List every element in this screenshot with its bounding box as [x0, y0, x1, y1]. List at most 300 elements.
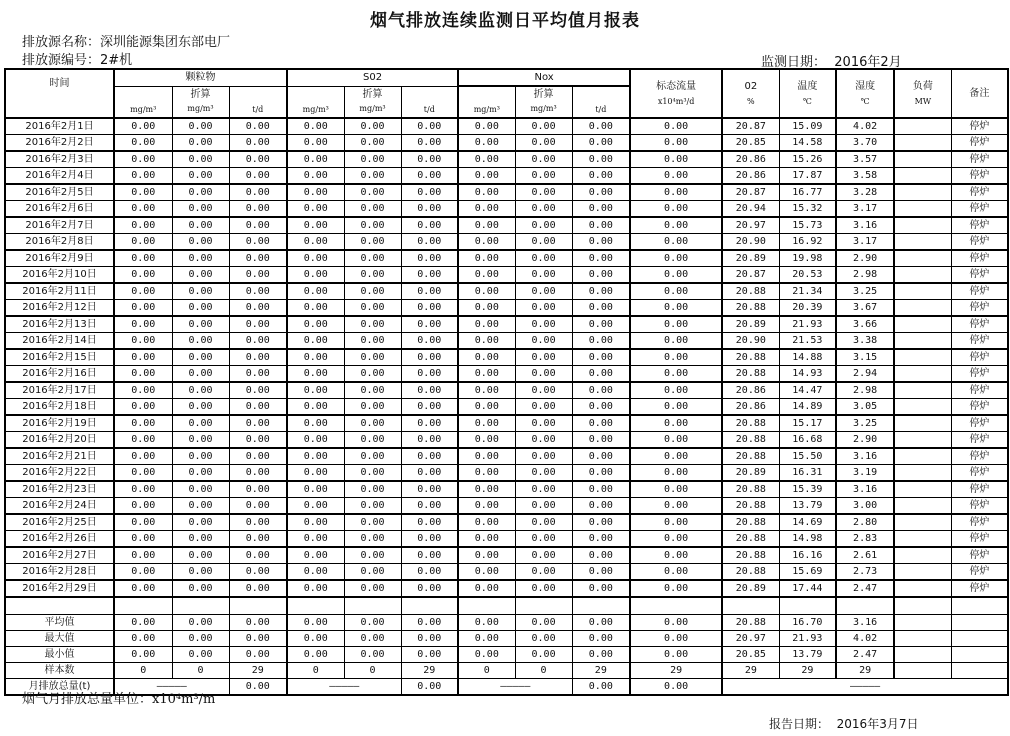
cell-o2: 20.88	[722, 366, 779, 383]
row-label: 2016年2月23日	[5, 481, 114, 498]
cell-humidity: 3.15	[836, 349, 894, 366]
cell-nox_mg: 0.00	[458, 647, 515, 663]
cell-temp: 21.53	[779, 333, 836, 350]
cell-so2_mg: 0.00	[287, 283, 344, 300]
cell-load	[894, 366, 951, 383]
cell-pm_conv: 0.00	[172, 564, 229, 581]
row-label: 2016年2月27日	[5, 547, 114, 564]
cell-pm_td	[229, 597, 287, 615]
cell-so2_td: 0.00	[401, 432, 458, 449]
source-name-label: 排放源名称：	[22, 35, 101, 50]
cell-flow: 0.00	[630, 432, 722, 449]
cell-pm_td: 0.00	[229, 184, 287, 201]
cell-temp: 15.32	[779, 201, 836, 218]
cell-pm_td: 0.00	[229, 316, 287, 333]
table-row	[5, 234, 1008, 251]
cell-flow: 0.00	[630, 631, 722, 647]
cell-so2_td: 0.00	[401, 217, 458, 234]
cell-temp	[779, 597, 836, 615]
cell-nox_mg: 0.00	[458, 514, 515, 531]
cell-pm_td: 0.00	[229, 234, 287, 251]
header-humidity-label: 湿度	[855, 80, 876, 92]
cell-pm_td: 0.00	[229, 564, 287, 581]
cell-pm_td: 0.00	[229, 481, 287, 498]
table-row	[5, 184, 1008, 201]
cell-nox_conv: 0.00	[515, 481, 572, 498]
cell-flow: 0.00	[630, 514, 722, 531]
cell-so2_td: 0.00	[401, 333, 458, 350]
cell-so2_td: 0.00	[401, 151, 458, 168]
row-label: 2016年2月15日	[5, 349, 114, 366]
cell-flow: 0.00	[630, 184, 722, 201]
cell-load	[894, 663, 951, 679]
cell-pm_mg: 0.00	[114, 316, 172, 333]
cell-pm_conv: 0.00	[172, 250, 229, 267]
cell-load	[894, 531, 951, 548]
cell-so2_mg: 0.00	[287, 349, 344, 366]
header-particulate: 颗粒物	[114, 69, 287, 86]
header-o2-label: 02	[744, 80, 758, 92]
cell-pm_mg: 0.00	[114, 564, 172, 581]
cell-pm_conv: 0.00	[172, 349, 229, 366]
cell-so2_td: 0.00	[401, 250, 458, 267]
cell-nox_mg: 0.00	[458, 465, 515, 482]
cell-so2_td: 0.00	[401, 382, 458, 399]
cell-so2_td: 0.00	[401, 481, 458, 498]
cell-so2_conv	[344, 597, 401, 615]
cell-pm_mg: 0.00	[114, 168, 172, 185]
cell-so2_mg: 0.00	[287, 615, 344, 631]
cell-humidity: 3.38	[836, 333, 894, 350]
row-label: 2016年2月8日	[5, 234, 114, 251]
cell-nox_conv	[515, 597, 572, 615]
cell-o2: 20.85	[722, 647, 779, 663]
cell-temp: 14.47	[779, 382, 836, 399]
cell-so2_mg: 0.00	[287, 184, 344, 201]
cell-load	[894, 432, 951, 449]
cell-pm_conv: 0.00	[172, 333, 229, 350]
cell-nox_mg: 0.00	[458, 217, 515, 234]
table-row	[5, 580, 1008, 597]
cell-nox_td: 0.00	[572, 531, 630, 548]
cell-so2_td: 0.00	[401, 283, 458, 300]
cell-nox_conv: 0.00	[515, 316, 572, 333]
cell-remark: 停炉	[951, 498, 1008, 515]
cell-nox_mg: 0.00	[458, 531, 515, 548]
cell-pm_mg: 0.00	[114, 366, 172, 383]
cell-nox_td: 0.00	[572, 201, 630, 218]
cell-nox_mg: 0.00	[458, 234, 515, 251]
cell-so2_mg: 0.00	[287, 217, 344, 234]
cell-humidity: 2.61	[836, 547, 894, 564]
row-label: 2016年2月22日	[5, 465, 114, 482]
header-humidity	[836, 69, 894, 118]
cell-load	[894, 267, 951, 284]
cell-so2_td	[401, 597, 458, 615]
cell-temp: 16.70	[779, 615, 836, 631]
cell-so2_td: 0.00	[401, 647, 458, 663]
cell-load	[894, 415, 951, 432]
monthly-total-rest-dash: —————	[722, 679, 1008, 696]
cell-humidity: 3.57	[836, 151, 894, 168]
row-label: 2016年2月24日	[5, 498, 114, 515]
cell-pm_td: 0.00	[229, 631, 287, 647]
cell-so2_td: 0.00	[401, 514, 458, 531]
cell-so2_td: 0.00	[401, 349, 458, 366]
header-o2-unit: %	[747, 96, 755, 106]
cell-o2: 29	[722, 663, 779, 679]
table-row	[5, 250, 1008, 267]
cell-temp: 14.69	[779, 514, 836, 531]
cell-pm_conv	[172, 597, 229, 615]
cell-load	[894, 250, 951, 267]
cell-flow: 0.00	[630, 647, 722, 663]
row-label: 2016年2月5日	[5, 184, 114, 201]
row-label: 2016年2月18日	[5, 399, 114, 416]
header-remark: 备注	[951, 69, 1008, 118]
cell-nox_conv: 0.00	[515, 151, 572, 168]
cell-temp: 20.39	[779, 300, 836, 317]
cell-nox_mg: 0.00	[458, 333, 515, 350]
header-humidity-unit: ℃	[860, 96, 870, 106]
header-pm-converted: 折算	[190, 88, 211, 100]
cell-pm_conv: 0.00	[172, 514, 229, 531]
cell-nox_conv: 0.00	[515, 300, 572, 317]
cell-so2_mg: 0.00	[287, 333, 344, 350]
cell-remark: 停炉	[951, 366, 1008, 383]
cell-flow: 0.00	[630, 283, 722, 300]
cell-pm_conv: 0.00	[172, 151, 229, 168]
cell-so2_conv: 0.00	[344, 382, 401, 399]
cell-pm_conv: 0.00	[172, 184, 229, 201]
cell-so2_td: 0.00	[401, 415, 458, 432]
cell-nox_conv: 0.00	[515, 267, 572, 284]
cell-pm_conv: 0.00	[172, 481, 229, 498]
cell-so2_td: 0.00	[401, 399, 458, 416]
header-so2-mg: mg/m³	[302, 105, 329, 114]
header-temp	[779, 69, 836, 118]
cell-nox_conv: 0.00	[515, 135, 572, 152]
cell-pm_conv: 0.00	[172, 135, 229, 152]
cell-o2: 20.86	[722, 382, 779, 399]
cell-so2_conv: 0.00	[344, 547, 401, 564]
cell-remark: 停炉	[951, 135, 1008, 152]
cell-humidity: 2.73	[836, 564, 894, 581]
cell-so2_conv: 0.00	[344, 514, 401, 531]
row-label: 2016年2月6日	[5, 201, 114, 218]
cell-humidity: 3.70	[836, 135, 894, 152]
cell-remark: 停炉	[951, 448, 1008, 465]
cell-nox_td: 0.00	[572, 647, 630, 663]
cell-pm_td: 0.00	[229, 135, 287, 152]
cell-so2_mg: 0.00	[287, 382, 344, 399]
cell-flow: 0.00	[630, 382, 722, 399]
cell-humidity: 2.47	[836, 580, 894, 597]
cell-so2_conv: 0.00	[344, 481, 401, 498]
cell-nox_mg: 0.00	[458, 631, 515, 647]
cell-pm_mg: 0.00	[114, 615, 172, 631]
cell-o2: 20.97	[722, 217, 779, 234]
cell-nox_td: 0.00	[572, 481, 630, 498]
cell-o2: 20.88	[722, 547, 779, 564]
cell-flow: 0.00	[630, 168, 722, 185]
row-label: 最小值	[5, 647, 114, 663]
cell-so2_conv: 0.00	[344, 217, 401, 234]
table-row	[5, 349, 1008, 366]
cell-load	[894, 481, 951, 498]
table-row	[5, 267, 1008, 284]
table-row	[5, 333, 1008, 350]
cell-nox_td: 0.00	[572, 217, 630, 234]
cell-nox_conv: 0.00	[515, 184, 572, 201]
cell-load	[894, 564, 951, 581]
cell-temp: 15.50	[779, 448, 836, 465]
cell-pm_conv: 0	[172, 663, 229, 679]
cell-o2: 20.87	[722, 184, 779, 201]
cell-pm_conv: 0.00	[172, 465, 229, 482]
source-name-line	[22, 31, 230, 50]
cell-temp: 14.58	[779, 135, 836, 152]
cell-nox_mg: 0.00	[458, 201, 515, 218]
cell-so2_conv: 0.00	[344, 465, 401, 482]
cell-pm_conv: 0.00	[172, 283, 229, 300]
cell-so2_conv: 0.00	[344, 300, 401, 317]
cell-so2_td: 0.00	[401, 168, 458, 185]
source-id-value: 2#机	[100, 53, 133, 68]
cell-pm_mg: 0.00	[114, 465, 172, 482]
cell-nox_td: 0.00	[572, 631, 630, 647]
cell-flow: 0.00	[630, 366, 722, 383]
cell-nox_mg: 0.00	[458, 448, 515, 465]
cell-nox_conv: 0.00	[515, 415, 572, 432]
cell-o2: 20.87	[722, 267, 779, 284]
cell-load	[894, 168, 951, 185]
cell-nox_mg: 0.00	[458, 267, 515, 284]
cell-pm_conv: 0.00	[172, 580, 229, 597]
cell-pm_mg: 0.00	[114, 580, 172, 597]
cell-so2_mg: 0.00	[287, 564, 344, 581]
cell-pm_conv: 0.00	[172, 415, 229, 432]
cell-pm_td: 0.00	[229, 432, 287, 449]
cell-pm_mg: 0.00	[114, 267, 172, 284]
cell-pm_mg: 0.00	[114, 481, 172, 498]
cell-o2: 20.88	[722, 349, 779, 366]
cell-flow: 0.00	[630, 234, 722, 251]
cell-so2_conv: 0.00	[344, 135, 401, 152]
cell-humidity: 2.90	[836, 432, 894, 449]
table-row	[5, 531, 1008, 548]
report-date	[769, 715, 918, 732]
cell-pm_conv: 0.00	[172, 631, 229, 647]
cell-flow: 0.00	[630, 399, 722, 416]
cell-pm_conv: 0.00	[172, 531, 229, 548]
cell-so2_conv: 0.00	[344, 316, 401, 333]
cell-nox_mg: 0.00	[458, 250, 515, 267]
cell-nox_td: 0.00	[572, 168, 630, 185]
cell-so2_mg: 0.00	[287, 118, 344, 135]
cell-pm_conv: 0.00	[172, 366, 229, 383]
cell-humidity: 3.58	[836, 168, 894, 185]
cell-flow: 0.00	[630, 201, 722, 218]
header-pm-td: t/d	[252, 105, 264, 114]
cell-temp: 19.98	[779, 250, 836, 267]
cell-flow: 0.00	[630, 118, 722, 135]
cell-nox_conv: 0.00	[515, 547, 572, 564]
cell-pm_mg: 0.00	[114, 415, 172, 432]
cell-nox_conv: 0.00	[515, 217, 572, 234]
header-nox-conv-unit: mg/m³	[530, 104, 557, 113]
cell-so2_mg: 0.00	[287, 316, 344, 333]
cell-nox_td: 0.00	[572, 415, 630, 432]
header-temp-label: 温度	[797, 80, 818, 92]
cell-remark: 停炉	[951, 250, 1008, 267]
cell-pm_mg: 0.00	[114, 514, 172, 531]
cell-remark: 停炉	[951, 283, 1008, 300]
cell-humidity: 2.90	[836, 250, 894, 267]
cell-flow: 0.00	[630, 615, 722, 631]
cell-remark: 停炉	[951, 432, 1008, 449]
cell-so2_mg: 0.00	[287, 580, 344, 597]
monthly-total-label: 月排放总量(t)	[5, 679, 114, 696]
cell-so2_conv: 0.00	[344, 415, 401, 432]
cell-nox_conv: 0.00	[515, 250, 572, 267]
cell-so2_td: 0.00	[401, 564, 458, 581]
cell-o2: 20.89	[722, 465, 779, 482]
cell-temp: 13.79	[779, 647, 836, 663]
cell-temp: 21.93	[779, 316, 836, 333]
cell-nox_td: 0.00	[572, 448, 630, 465]
cell-nox_mg: 0.00	[458, 498, 515, 515]
row-label: 2016年2月3日	[5, 151, 114, 168]
table-row	[5, 415, 1008, 432]
cell-pm_td: 0.00	[229, 415, 287, 432]
report-table	[4, 68, 1009, 696]
cell-so2_mg	[287, 597, 344, 615]
cell-o2: 20.88	[722, 514, 779, 531]
cell-so2_conv: 0.00	[344, 201, 401, 218]
cell-so2_td: 0.00	[401, 448, 458, 465]
cell-nox_td: 0.00	[572, 498, 630, 515]
report-title: 烟气排放连续监测日平均值月报表	[370, 11, 640, 31]
cell-so2_td: 0.00	[401, 366, 458, 383]
cell-o2: 20.86	[722, 399, 779, 416]
cell-nox_mg: 0.00	[458, 399, 515, 416]
cell-so2_mg: 0.00	[287, 432, 344, 449]
cell-o2: 20.88	[722, 448, 779, 465]
cell-nox_conv: 0.00	[515, 201, 572, 218]
cell-temp: 15.73	[779, 217, 836, 234]
cell-nox_conv: 0.00	[515, 333, 572, 350]
cell-o2: 20.87	[722, 118, 779, 135]
cell-pm_td: 0.00	[229, 399, 287, 416]
cell-nox_conv: 0.00	[515, 432, 572, 449]
cell-so2_td: 0.00	[401, 267, 458, 284]
cell-flow: 0.00	[630, 349, 722, 366]
cell-pm_td: 0.00	[229, 580, 287, 597]
cell-nox_mg: 0	[458, 663, 515, 679]
cell-so2_mg: 0.00	[287, 267, 344, 284]
cell-so2_td: 0.00	[401, 184, 458, 201]
table-row	[5, 168, 1008, 185]
cell-so2_mg: 0.00	[287, 448, 344, 465]
cell-pm_td: 0.00	[229, 267, 287, 284]
cell-nox_conv: 0.00	[515, 580, 572, 597]
cell-so2_conv: 0.00	[344, 333, 401, 350]
header-o2	[722, 69, 779, 118]
row-label: 2016年2月9日	[5, 250, 114, 267]
cell-temp: 16.68	[779, 432, 836, 449]
row-label	[5, 597, 114, 615]
cell-so2_mg: 0	[287, 663, 344, 679]
unit-note	[22, 688, 215, 707]
cell-humidity: 3.19	[836, 465, 894, 482]
cell-so2_conv: 0.00	[344, 267, 401, 284]
cell-pm_mg: 0.00	[114, 382, 172, 399]
cell-humidity: 3.00	[836, 498, 894, 515]
cell-nox_mg: 0.00	[458, 432, 515, 449]
cell-pm_td: 0.00	[229, 382, 287, 399]
cell-nox_td	[572, 597, 630, 615]
cell-nox_conv: 0.00	[515, 531, 572, 548]
row-label: 2016年2月16日	[5, 366, 114, 383]
cell-nox_conv: 0.00	[515, 118, 572, 135]
cell-remark: 停炉	[951, 547, 1008, 564]
table-row	[5, 316, 1008, 333]
cell-temp: 17.87	[779, 168, 836, 185]
cell-o2: 20.88	[722, 498, 779, 515]
cell-nox_conv: 0.00	[515, 382, 572, 399]
cell-pm_td: 0.00	[229, 531, 287, 548]
cell-load	[894, 465, 951, 482]
cell-remark: 停炉	[951, 415, 1008, 432]
header-load-unit: MW	[914, 96, 932, 106]
cell-remark: 停炉	[951, 382, 1008, 399]
cell-load	[894, 647, 951, 663]
row-label: 2016年2月25日	[5, 514, 114, 531]
cell-humidity: 3.28	[836, 184, 894, 201]
cell-o2: 20.89	[722, 580, 779, 597]
cell-remark: 停炉	[951, 481, 1008, 498]
table-row	[5, 300, 1008, 317]
cell-temp: 15.09	[779, 118, 836, 135]
cell-nox_td: 0.00	[572, 118, 630, 135]
header-nox-mg: mg/m³	[473, 105, 500, 114]
cell-nox_td: 0.00	[572, 580, 630, 597]
cell-so2_conv: 0.00	[344, 432, 401, 449]
header-flow-label: 标态流量	[656, 80, 697, 92]
cell-pm_mg: 0.00	[114, 201, 172, 218]
cell-temp: 14.88	[779, 349, 836, 366]
header-nox-td: t/d	[595, 105, 607, 114]
cell-nox_td: 0.00	[572, 349, 630, 366]
cell-so2_td: 0.00	[401, 531, 458, 548]
cell-pm_mg: 0.00	[114, 531, 172, 548]
row-label: 2016年2月14日	[5, 333, 114, 350]
cell-flow: 29	[630, 663, 722, 679]
cell-temp: 13.79	[779, 498, 836, 515]
cell-temp: 15.39	[779, 481, 836, 498]
header-so2: S02	[287, 69, 458, 86]
cell-so2_conv: 0.00	[344, 531, 401, 548]
cell-pm_conv: 0.00	[172, 234, 229, 251]
cell-remark: 停炉	[951, 333, 1008, 350]
cell-pm_mg: 0.00	[114, 217, 172, 234]
cell-load	[894, 399, 951, 416]
table-row	[5, 448, 1008, 465]
cell-pm_mg	[114, 597, 172, 615]
cell-nox_conv: 0.00	[515, 514, 572, 531]
cell-pm_conv: 0.00	[172, 498, 229, 515]
